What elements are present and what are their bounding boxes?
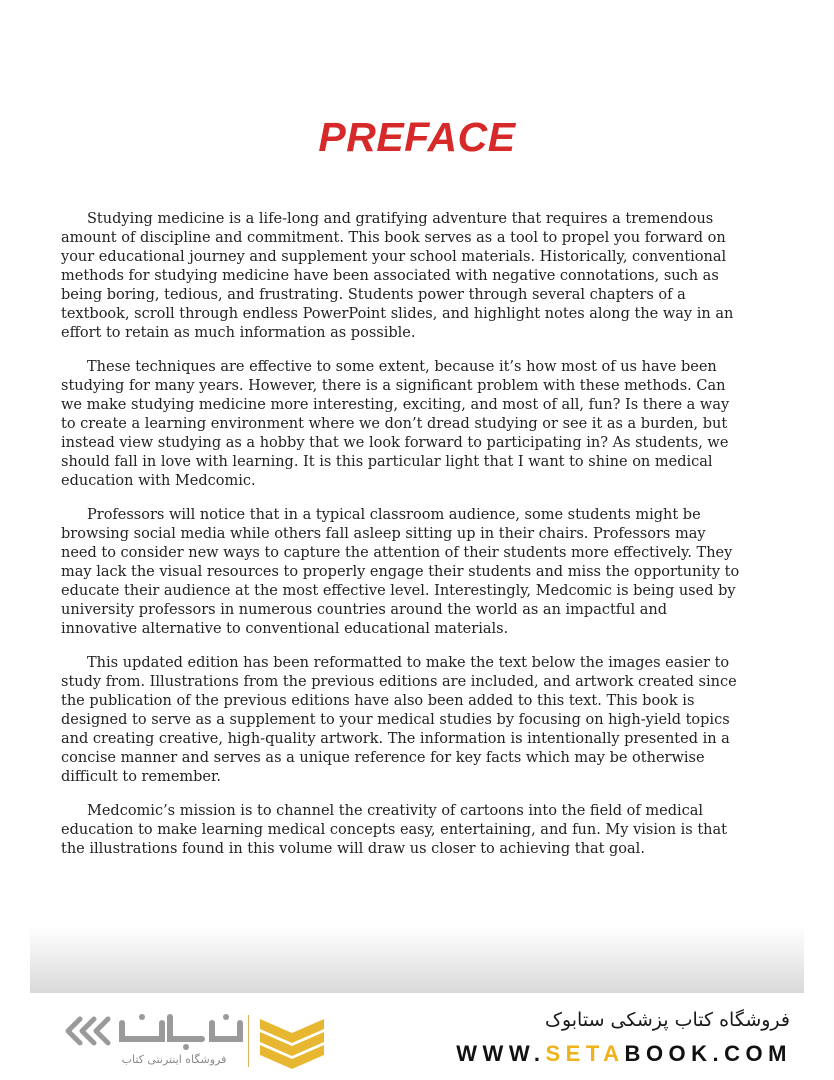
preface-body (61, 210, 743, 874)
page-bottom-shadow (30, 925, 804, 993)
setabook-chevron-icon (260, 1019, 324, 1069)
logo-tagline: فروشگاه اینترنتی کتاب (121, 1053, 227, 1066)
paragraph-5: Medcomic’s mission is to channel the creativity of cartoons into the field of medical education to make learning medical concepts easy, entertaining, and fun. My vision is that the illustrations found in this volume will draw us closer to achieving that goal. (61, 803, 727, 857)
url-part-1: WWW. (456, 1041, 546, 1066)
logo-divider (248, 1015, 249, 1067)
store-name: فروشگاه کتاب پزشکی ستابوک (544, 1009, 790, 1031)
paragraph-4: This updated edition has been reformatted to make the text below the images easier to study from. Illustrations from the previous editions are included, and artwork created since the publication of the previous editions have also been added to this text. This book is designed to serve as a supplement to your medical studies by focusing on high-yield topics and creating creative, high-quality artwork. The information is intentionally presented in a concise manner and serves as a unique reference for key facts which may be otherwise difficult to remember. (61, 655, 737, 785)
setabook-banner (0, 993, 834, 1080)
url-part-2: SETA (545, 1041, 625, 1066)
paragraph-2: These techniques are effective to some extent, because it’s how most of us have been studying for many years. However, there is a significant problem with these methods. Can we make studying medicine more interesting, exciting, and most of all, fun? Is there a way to create a learning environment where we don’t dread studying or see it as a burden, but instead view studying as a hobby that we look forward to participating in? As students, we should fall in love with learning. It is this particular light that I want to shine on medical education with Medcomic. (61, 359, 730, 489)
setabook-logo[interactable] (62, 1011, 332, 1073)
paragraph-3: Professors will notice that in a typical classroom audience, some students might be browsing social media while others fall asleep sitting up in their chairs. Professors may need to consider new ways to capture the attention of their students more effectively. They may lack the visual resources to properly engage their students and miss the opportunity to educate their audience at the most effective level. Interestingly, Medcomic is being used by university professors in numerous countries around the world as an impactful and innovative alternative to conventional educational materials. (61, 507, 740, 637)
store-url[interactable] (456, 1041, 792, 1067)
paragraph-1: Studying medicine is a life-long and gratifying adventure that requires a tremendous amount of discipline and commitment. This book serves as a tool to propel you forward on your educational journey and supplement your school materials. Historically, conventional methods for studying medicine have been associated with negative connotations, such as being boring, tedious, and frustrating. Students power through several chapters of a textbook, scroll through endless PowerPoint slides, and highlight notes along the way in an effort to retain as much information as possible. (61, 211, 734, 341)
page-title: PREFACE (318, 114, 516, 160)
setabook-wordmark-icon (62, 1011, 247, 1051)
url-part-4: OOK.COM (645, 1041, 792, 1066)
url-part-3: B (624, 1041, 646, 1066)
